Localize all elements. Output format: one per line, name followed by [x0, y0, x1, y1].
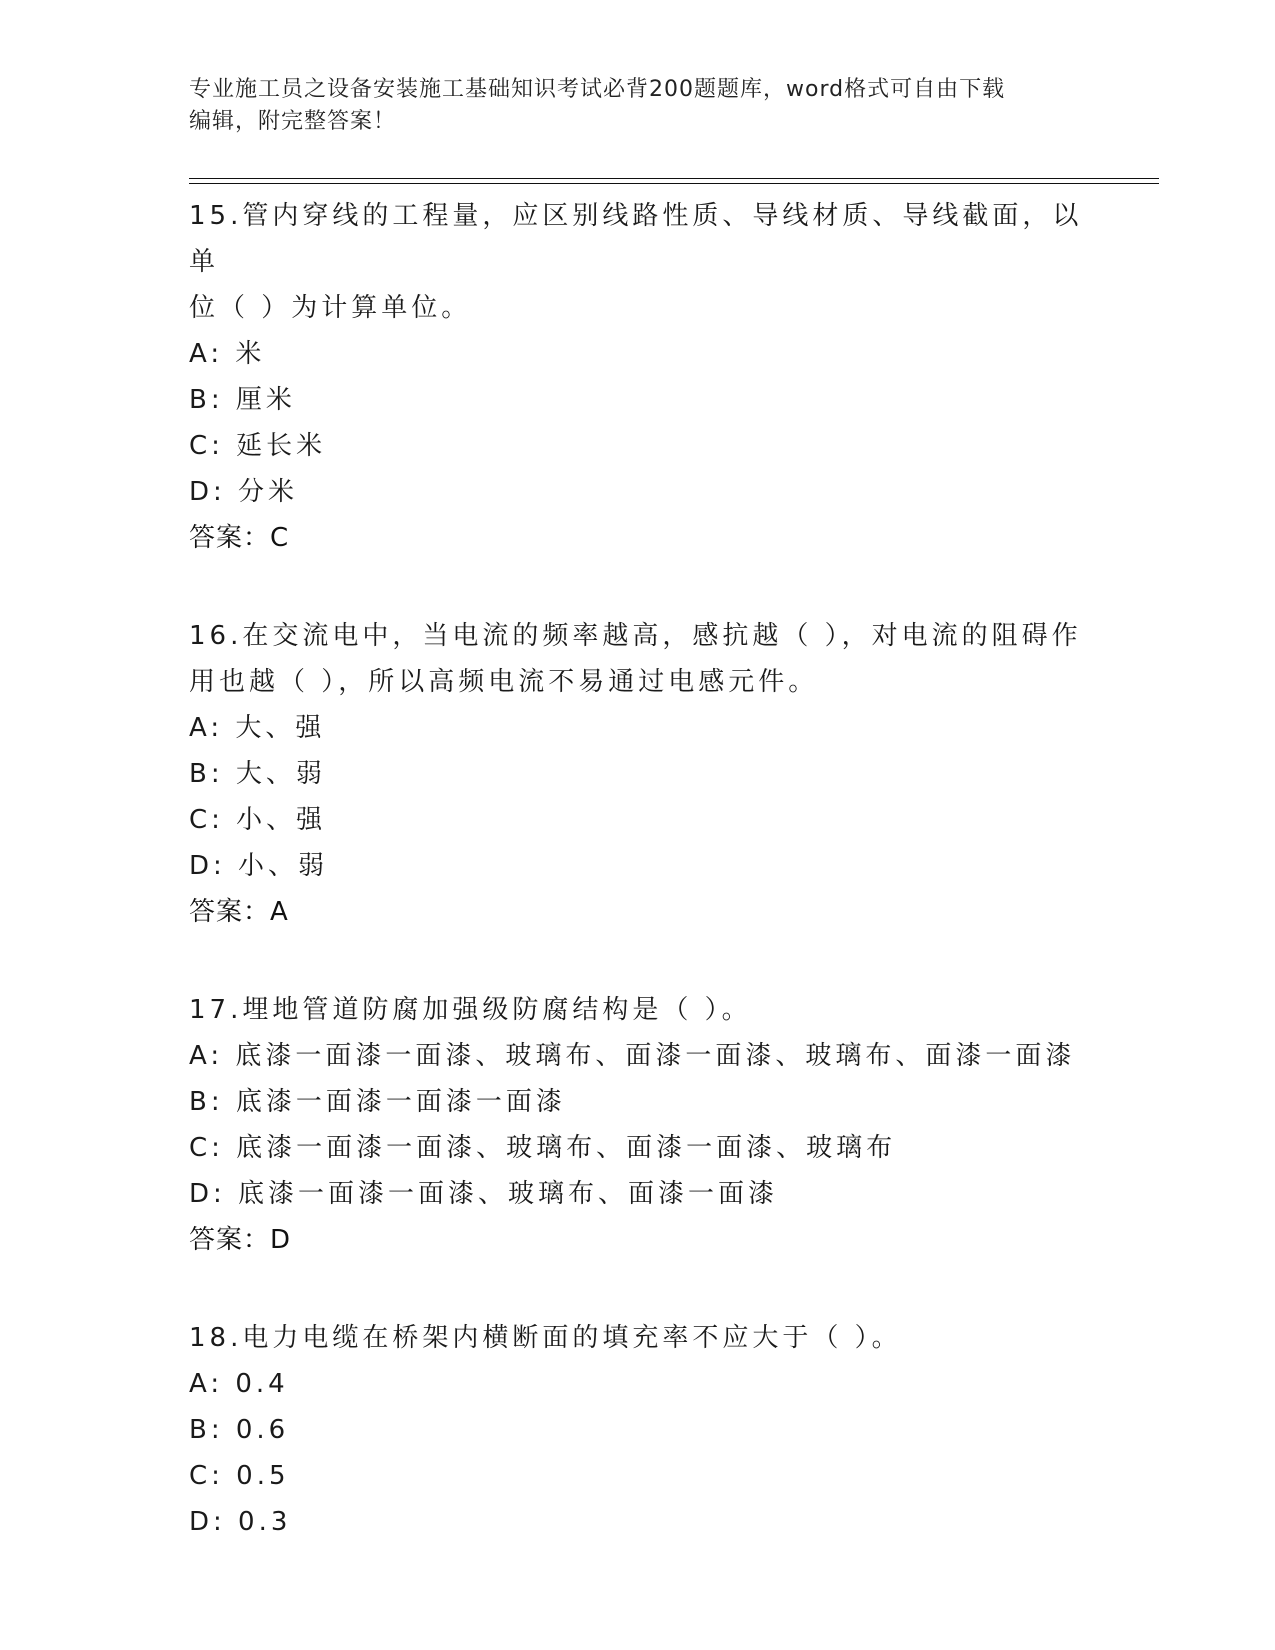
header-line-2: 编辑，附完整答案！: [189, 109, 397, 134]
option-a: A: 大、强: [189, 713, 326, 743]
header-divider-bottom: [189, 183, 1159, 184]
option-a: A: 底漆一面漆一面漆、玻璃布、面漆一面漆、玻璃布、面漆一面漆: [189, 1041, 1076, 1071]
option-c: C: 0.5: [189, 1461, 290, 1491]
option-c: C: 小、强: [189, 805, 327, 835]
answer-label: 答案：A: [189, 897, 289, 927]
option-c: C: 底漆一面漆一面漆、玻璃布、面漆一面漆、玻璃布: [189, 1133, 897, 1163]
option-b: B: 0.6: [189, 1415, 290, 1445]
question-stem-line-1: 18.电力电缆在桥架内横断面的填充率不应大于（ ）。: [189, 1323, 902, 1353]
question-stem-line-1: 17.埋地管道防腐加强级防腐结构是（ ）。: [189, 995, 752, 1025]
document-header: [189, 74, 1069, 138]
question-stem-line-2: 位（ ）为计算单位。: [189, 293, 472, 323]
question-17: [189, 987, 1089, 1263]
question-stem-line-1: 16.在交流电中，当电流的频率越高，感抗越（ ），对电流的阻碍作: [189, 621, 1082, 651]
question-list: [189, 193, 1089, 1597]
option-c: C: 延长米: [189, 431, 327, 461]
option-d: D: 小、弱: [189, 851, 329, 881]
option-b: B: 大、弱: [189, 759, 326, 789]
question-stem-line-2: 用也越（ ），所以高频电流不易通过电感元件。: [189, 667, 819, 697]
question-15: [189, 193, 1089, 561]
question-16: [189, 613, 1089, 935]
answer-label: 答案：C: [189, 523, 290, 553]
option-d: D: 底漆一面漆一面漆、玻璃布、面漆一面漆: [189, 1179, 779, 1209]
option-a: A: 0.4: [189, 1369, 289, 1399]
header-divider-top: [189, 178, 1159, 179]
answer-label: 答案：D: [189, 1225, 292, 1255]
header-line-1: 专业施工员之设备安装施工基础知识考试必背200题题库，word格式可自由下载: [189, 77, 1006, 102]
question-18: [189, 1315, 1089, 1545]
option-b: B: 厘米: [189, 385, 296, 415]
option-d: D: 0.3: [189, 1507, 292, 1537]
option-b: B: 底漆一面漆一面漆一面漆: [189, 1087, 566, 1117]
question-stem-line-1: 15.管内穿线的工程量，应区别线路性质、导线材质、导线截面，以单: [189, 201, 1083, 277]
option-d: D: 分米: [189, 477, 299, 507]
option-a: A: 米: [189, 339, 266, 369]
